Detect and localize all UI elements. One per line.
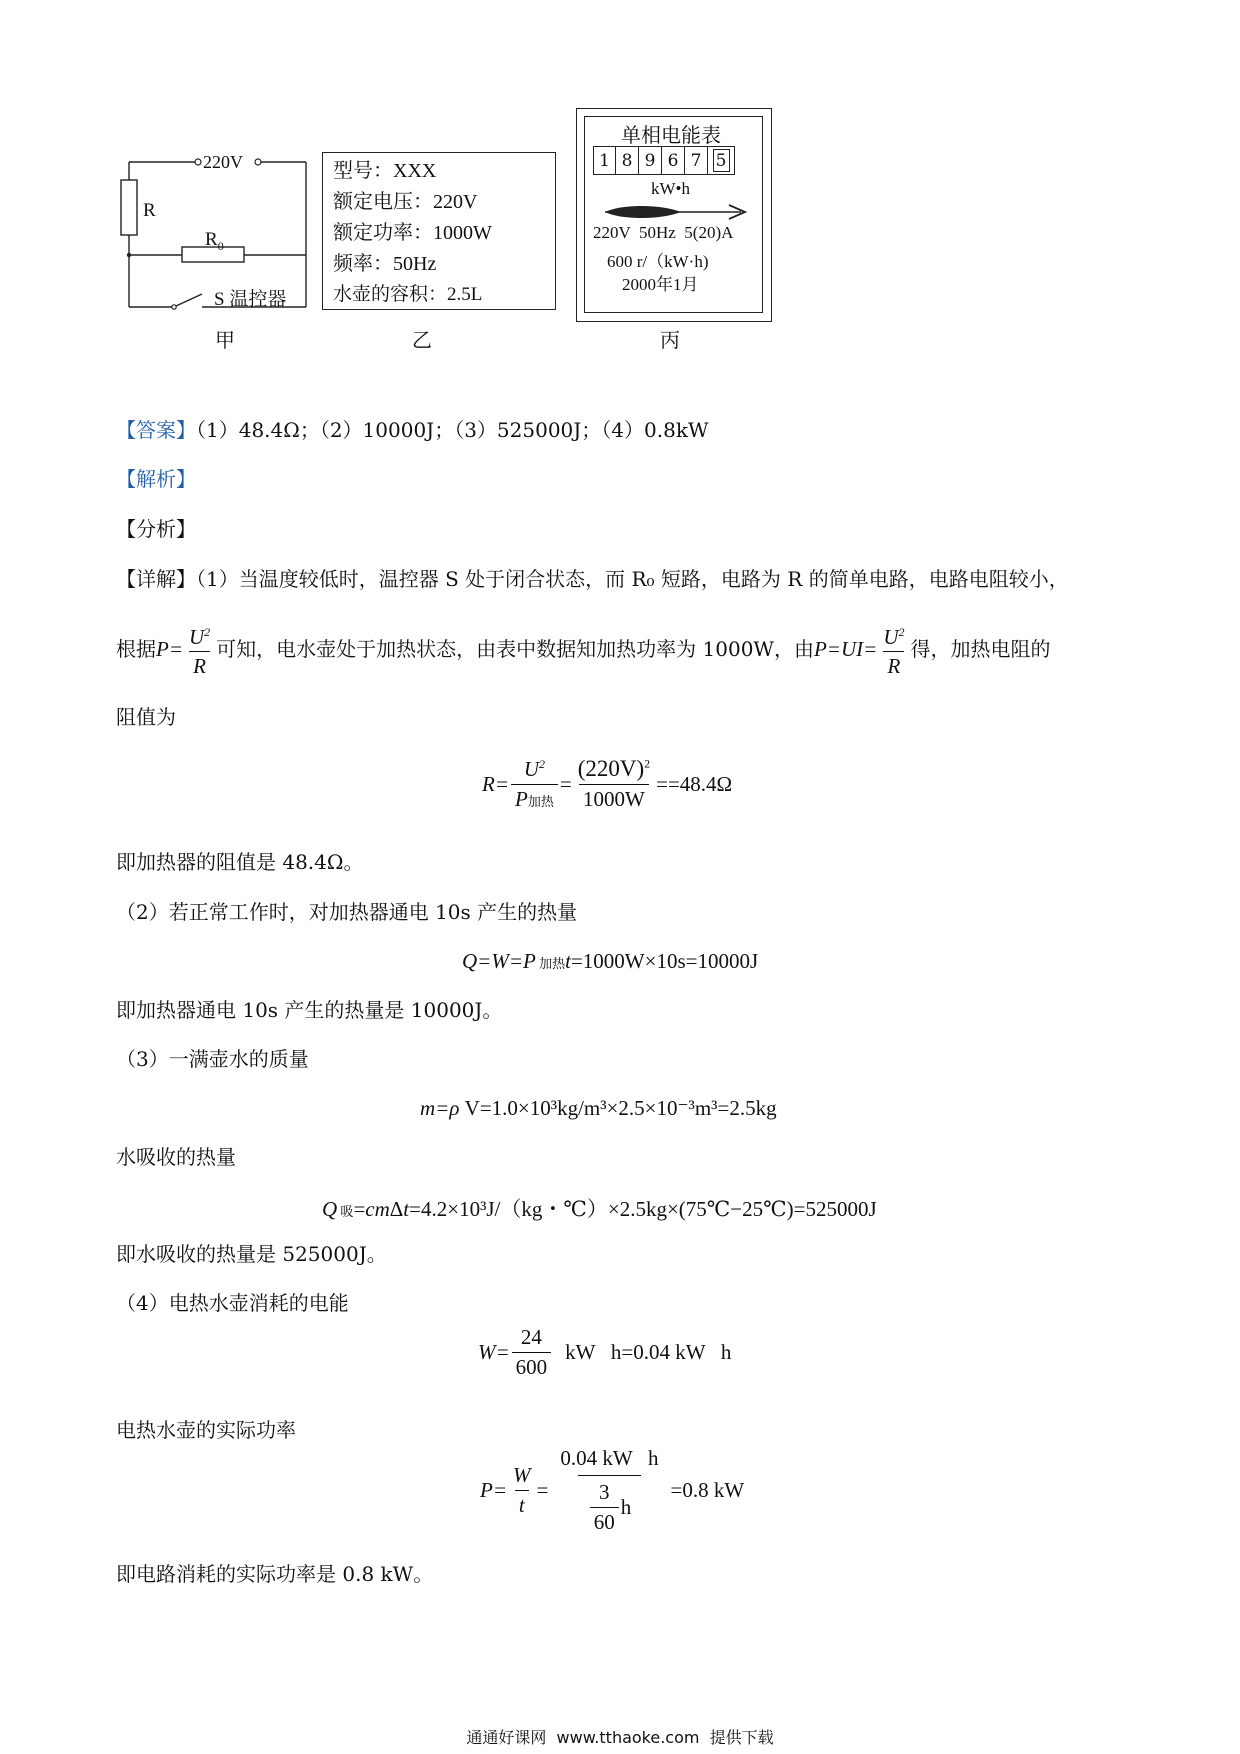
- eq-power-den-num: 3: [598, 1480, 610, 1504]
- meter-digits: [593, 146, 735, 175]
- eq-power-den-den: 60: [590, 1507, 619, 1535]
- answer-label: 【答案】: [116, 418, 196, 442]
- caption-bing: 丙: [660, 328, 680, 352]
- detail-text-2a: 根据: [116, 637, 156, 661]
- meter-title: 单相电能表: [621, 123, 721, 147]
- part-4-intro: （4）电热水壶消耗的电能: [116, 1291, 349, 1315]
- eq-frac-u2-p: [511, 757, 558, 812]
- equation-water-heat: Q 吸=cmΔt=4.2×10³J/（kg・℃）×2.5kg×(75℃−25℃)=525000J: [322, 1197, 877, 1221]
- eq-power-tail: =0.8 kW: [670, 1478, 745, 1502]
- conclusion-2: 即加热器通电 10s 产生的热量是 10000J。: [116, 998, 503, 1022]
- nameplate-line-model: 型号：XXX: [333, 160, 437, 182]
- eq-energy-den: 600: [512, 1352, 552, 1380]
- meter-digit: 7: [685, 146, 708, 175]
- meter-digit-highlight: [708, 146, 735, 175]
- eq-r-lhs: R=: [482, 771, 509, 796]
- meter-rating: 220V 50Hz 5(20)A: [593, 223, 734, 242]
- detail-text-2b: 可知，电水壶处于加热状态，由表中数据知加热功率为 1000W，由: [216, 637, 814, 661]
- formula-denominator: R: [883, 651, 904, 678]
- formula-numerator: $U^2$: [883, 625, 905, 649]
- equation-mass-rhs: V=1.0×10³kg/m³×2.5×10⁻³m³=2.5kg: [464, 1096, 777, 1120]
- formula-denominator: R: [189, 651, 210, 678]
- nameplate-line-voltage: 额定电压：220V: [333, 191, 478, 213]
- meter-digit: 9: [639, 146, 662, 175]
- formula-p-eq: P=: [156, 637, 183, 661]
- meter-constant: 600 r/（kW·h): [607, 252, 709, 271]
- formula-u2-over-r-2: [879, 620, 908, 678]
- nameplate-line-frequency: 频率：50Hz: [333, 253, 437, 275]
- meter-disc-arrow-icon: [601, 201, 751, 223]
- meter-outer: [576, 108, 772, 322]
- meter-digit: 5: [713, 149, 730, 172]
- equation-resistance: [482, 756, 732, 812]
- eq-energy-num: 24: [520, 1325, 542, 1349]
- conclusion-4: 即电路消耗的实际功率是 0.8 kW。: [116, 1562, 434, 1586]
- caption-jia: 甲: [215, 328, 235, 352]
- eq-equals: =: [559, 771, 572, 796]
- formula-p-ui-eq: P=UI=: [813, 637, 878, 661]
- nameplate-line-power: 额定功率：1000W: [333, 222, 492, 244]
- nameplate-box: [322, 152, 556, 310]
- eq-power-den: $\frac{3}{60}$ h: [578, 1475, 642, 1535]
- detail-text-1: （1）当温度较低时，温控器 S 处于闭合状态，而 R₀ 短路，电路为 R 的简单电路，电路电阻较小，: [196, 567, 1069, 591]
- meter-digit: 8: [616, 146, 639, 175]
- voltage-label: 220V: [203, 152, 243, 172]
- meter-unit: kW•h: [651, 179, 690, 198]
- nameplate-line-capacity: 水壶的容积：2.5L: [333, 284, 483, 305]
- meter-digit: 1: [593, 146, 616, 175]
- power-intro: 电热水壶的实际功率: [116, 1418, 296, 1442]
- detail-line-3: 阻值为: [116, 705, 176, 729]
- caption-yi: 乙: [412, 328, 432, 352]
- footer-text: 通通好课网 www.tthaoke.com 提供下载: [466, 1728, 774, 1747]
- part-3-intro: （3）一满壶水的质量: [116, 1047, 309, 1071]
- meter-digit: 6: [662, 146, 685, 175]
- eq-result: ==48.4Ω: [656, 771, 733, 796]
- resistor-r0-label: $R_0$: [205, 229, 224, 253]
- part-2-intro: （2）若正常工作时，对加热器通电 10s 产生的热量: [116, 900, 578, 924]
- equation-heat-rhs: =1000W×10s=10000J: [570, 949, 759, 973]
- formula-u2-over-r: [185, 620, 214, 678]
- eq-power-den-frac: [590, 1480, 619, 1535]
- answer-text: （1）48.4Ω；（2）10000J；（3）525000J；（4）0.8kW: [196, 418, 709, 442]
- formula-numerator: $U^2$: [189, 625, 211, 649]
- eq-power-num: 0.04 kW h: [560, 1446, 659, 1470]
- answer-line: [116, 418, 709, 442]
- equation-energy: W= $\frac{24}{600}$ kW h=0.04 kW h: [478, 1325, 732, 1379]
- meter-date: 2000年1月: [622, 275, 699, 294]
- eq-den-value: 1000W: [579, 784, 649, 812]
- eq-frac-values: [574, 756, 654, 812]
- eq-energy-frac: [512, 1325, 552, 1380]
- detail-label: 【详解】: [116, 567, 196, 591]
- eq-power-frac: [550, 1446, 668, 1535]
- equation-mass: m=ρ V=1.0×10³kg/m³×2.5×10⁻³m³=2.5kg: [420, 1096, 777, 1120]
- eq-power-w-over-t: [509, 1463, 535, 1518]
- switch-label: S 温控器: [214, 289, 287, 310]
- detail-text-2c: 得，加热电阻的: [910, 637, 1051, 661]
- detail-line-2: [116, 620, 1050, 678]
- eq-den: P加热: [511, 784, 558, 812]
- equation-heat: Q=W=P 加热t=1000W×10s=10000J: [462, 949, 759, 973]
- water-heat-label: 水吸收的热量: [116, 1145, 236, 1169]
- eq-power-num-w: W: [513, 1463, 531, 1487]
- circuit-figure: [110, 150, 310, 320]
- eq-num: $U^2$: [523, 756, 545, 781]
- eq-energy-tail: kW h=0.04 kW h: [565, 1340, 732, 1364]
- eq-num-value: $(220V)^2$: [577, 756, 651, 781]
- conclusion-3: 即水吸收的热量是 525000J。: [116, 1242, 387, 1266]
- detail-line-1: [116, 567, 1069, 591]
- resistor-r-label: R: [143, 200, 156, 221]
- equation-water-heat-rhs: =4.2×10³J/（kg・℃）×2.5kg×(75℃−25℃)=525000J: [409, 1197, 877, 1221]
- jiexi-label: 【解析】: [116, 467, 196, 491]
- fenxi-label: 【分析】: [116, 517, 196, 541]
- equation-power: P= $\frac{W}{t}$ = 0.04 kW h $\frac{3}{60}$ h =0.8 kW: [480, 1446, 745, 1534]
- conclusion-1: 即加热器的阻值是 48.4Ω。: [116, 850, 364, 874]
- eq-power-den-t: t: [515, 1490, 529, 1518]
